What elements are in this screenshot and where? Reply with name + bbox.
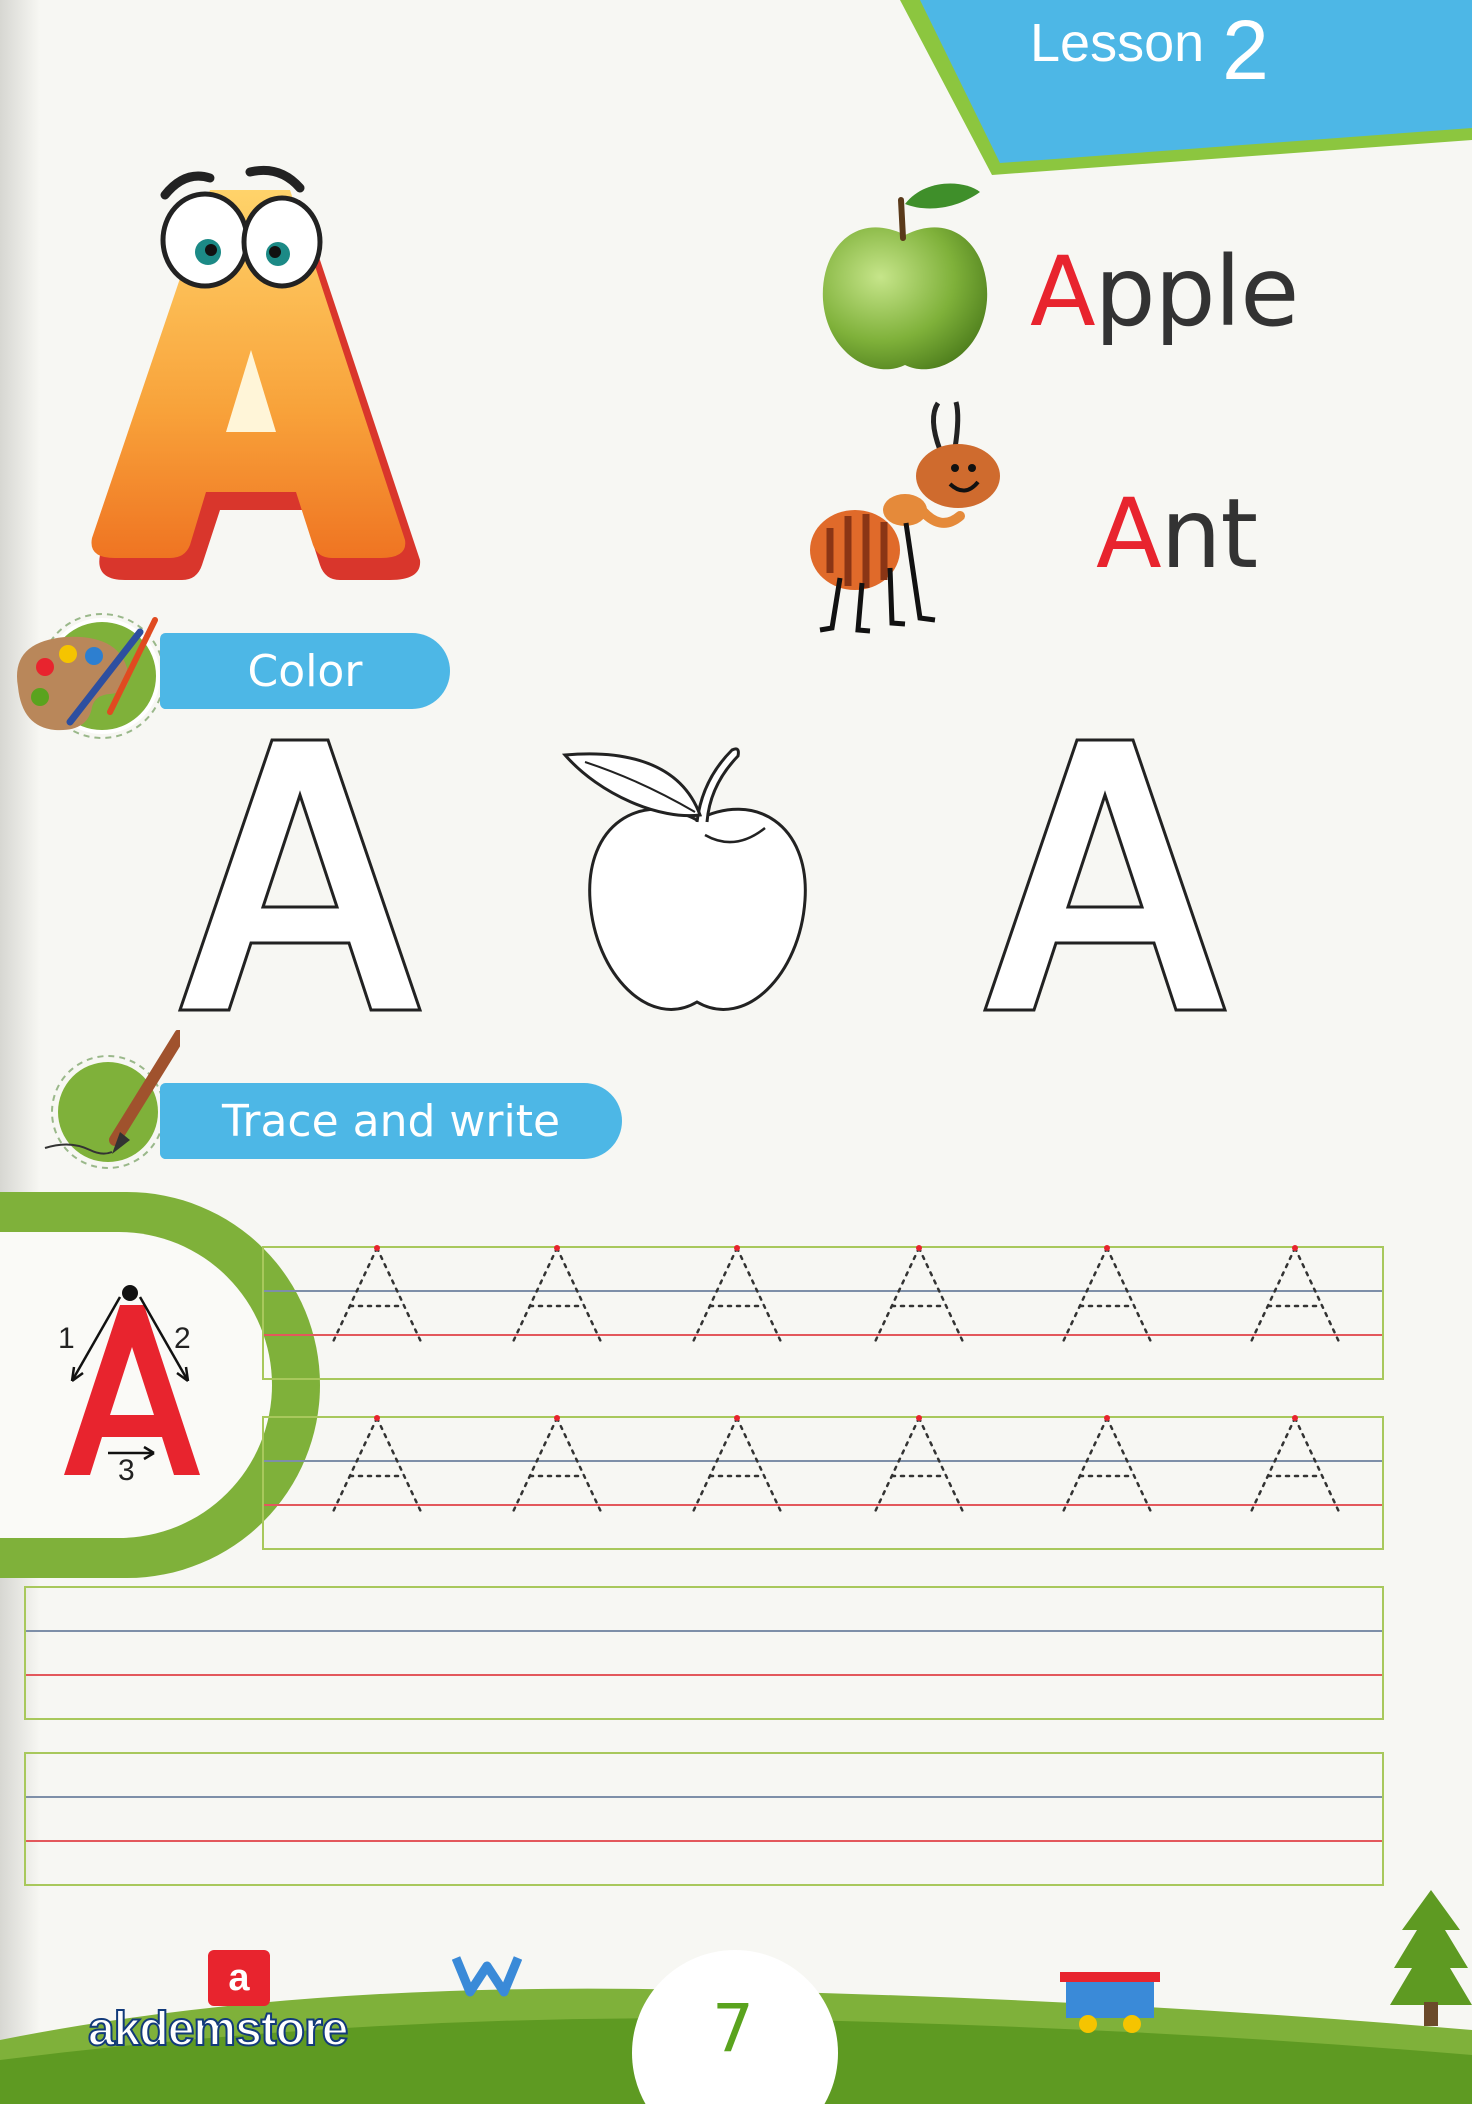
apple-icon	[815, 180, 995, 380]
toy-train-car-icon	[1060, 1970, 1160, 2040]
trace-letter-a	[1250, 1418, 1340, 1514]
trace-letter-a	[874, 1418, 964, 1514]
word-apple-initial: A	[1030, 236, 1095, 348]
trace-letter-a	[332, 1418, 422, 1514]
outline-letter-a-right	[980, 735, 1230, 1015]
trace-letter-a	[332, 1248, 422, 1344]
palette-icon	[10, 612, 170, 740]
outline-apple-icon	[560, 740, 835, 1030]
midline	[26, 1630, 1382, 1632]
trace-letter-a	[874, 1248, 964, 1344]
trace-letter-a	[512, 1248, 602, 1344]
midline	[26, 1796, 1382, 1798]
word-ant-initial: A	[1096, 478, 1161, 590]
cartoon-letter-a-icon	[70, 160, 430, 590]
tree-icon	[1390, 1890, 1472, 2030]
trace-letter-a	[512, 1418, 602, 1514]
lesson-title	[1030, 2, 1269, 99]
stroke-step-3: 3	[118, 1454, 135, 1487]
section-banner-color: Color	[160, 633, 450, 709]
brand-badge-icon: a	[208, 1950, 270, 2006]
write-row-4[interactable]	[24, 1752, 1384, 1886]
word-ant-rest: nt	[1160, 478, 1258, 590]
trace-letters	[262, 1236, 1384, 1556]
page-number: 7	[712, 1990, 754, 2067]
trace-letter-a	[692, 1248, 782, 1344]
stroke-step-2: 2	[174, 1322, 191, 1355]
ant-icon	[810, 398, 1000, 643]
trace-letter-a	[1062, 1248, 1152, 1344]
baseline	[26, 1674, 1382, 1676]
lesson-label: Lesson	[1030, 13, 1205, 73]
word-ant	[1096, 478, 1257, 590]
baseline	[26, 1840, 1382, 1842]
outline-letter-a-left	[175, 735, 425, 1015]
write-row-3[interactable]	[24, 1586, 1384, 1720]
section-banner-trace: Trace and write	[160, 1083, 622, 1159]
pencil-icon	[40, 1030, 180, 1170]
stroke-step-1: 1	[58, 1322, 75, 1355]
word-apple	[1030, 236, 1298, 348]
toy-w-icon	[452, 1950, 522, 2000]
lesson-number: 2	[1222, 3, 1269, 97]
trace-letter-a	[1250, 1248, 1340, 1344]
trace-letter-a	[1062, 1418, 1152, 1514]
trace-letter-a	[692, 1418, 782, 1514]
brand-logo-text: akdemstore	[88, 2003, 348, 2056]
word-apple-rest: pple	[1094, 236, 1299, 348]
